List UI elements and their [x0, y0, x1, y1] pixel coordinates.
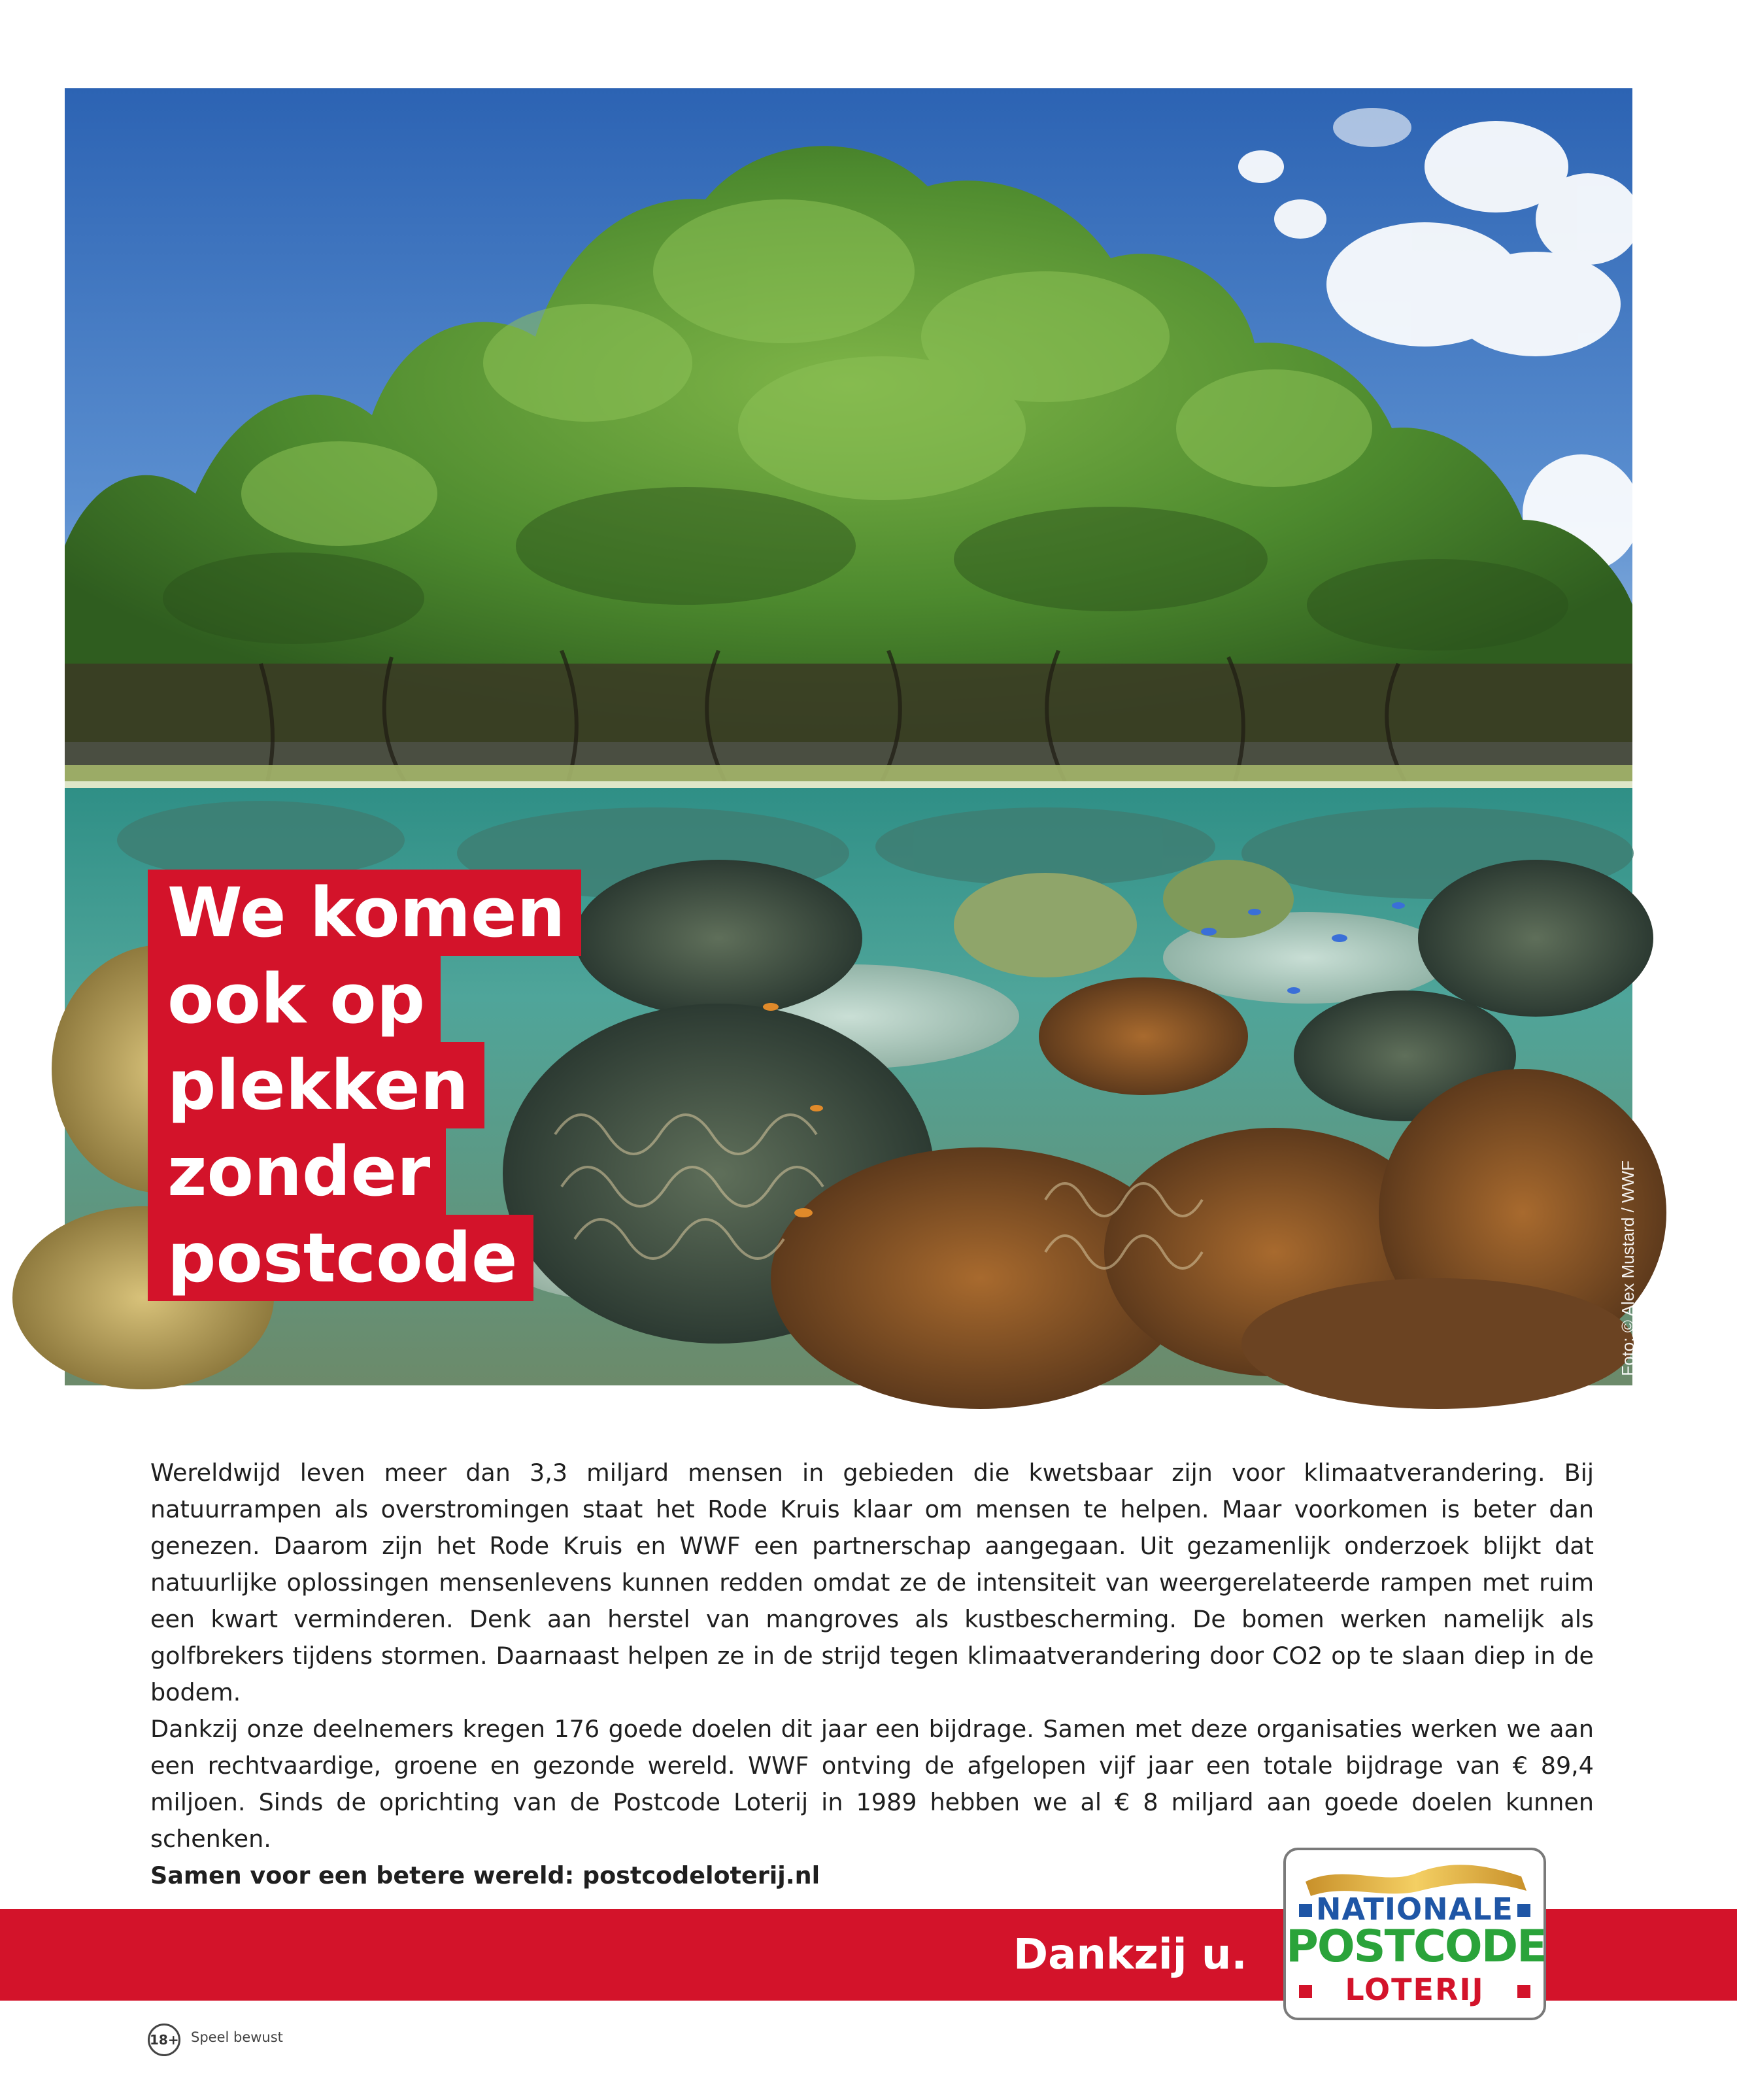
logo-word-postcode: POSTCODE: [1286, 1921, 1546, 1973]
logo-word-nationale: NATIONALE: [1316, 1891, 1513, 1927]
paragraph-2: Dankzij onze deelnemers kregen 176 goede doelen dit jaar een bijdrage. Samen met deze organisaties werken we aan een rechtvaardige, groene en gezonde wereld. WWF ontving de afgelopen vijf jaar een totale bijdrage van € 89,4 miljoen. Sinds de oprichting van de Postcode Loterij in 1989 hebben we al € 8 miljard aan goede doelen kunnen schenken.: [150, 1715, 1594, 1853]
postcode-loterij-logo: [1283, 1848, 1546, 2020]
photo-credit: Foto: © Alex Mustard / WWF: [1618, 1160, 1638, 1376]
headline: [148, 870, 645, 1393]
paragraph-1: Wereldwijd leven meer dan 3,3 miljard mensen in gebieden die kwetsbaar zijn voor klimaatverandering. Bij natuurrampen als overstromingen staat het Rode Kruis klaar om mensen te helpen. Maar voorkomen is beter dan genezen. Daarom zijn het Rode Kruis en WWF een partnerschap aangegaan. Uit gezamenlijk onderzoek blijkt dat natuurlijke oplossingen mensenlevens kunnen redden omdat ze de intensiteit van weergerelateerde rampen met ruim een kwart verminderen. Denk aan herstel van mangroves als kustbescherming. De bomen werken namelijk als golfbrekers tijdens stormen. Daarnaast helpen ze in de strijd tegen klimaatverandering door CO2 op te slaan diep in de bodem.: [150, 1459, 1594, 1706]
headline-line-5: postcode: [148, 1215, 533, 1301]
headline-line-2: ook op: [148, 956, 441, 1042]
speel-bewust-text: Speel bewust: [191, 2029, 283, 2045]
age-18-plus-icon: 18+: [148, 2024, 180, 2056]
headline-line-3: plekken: [148, 1042, 484, 1128]
hero-photo: [65, 88, 1638, 1385]
headline-line-1: We komen: [148, 870, 581, 956]
headline-line-4: zonder: [148, 1128, 446, 1215]
logo-word-loterij: LOTERIJ: [1345, 1972, 1485, 2007]
body-copy: [150, 1455, 1594, 1894]
call-to-action: Samen voor een betere wereld: postcodeloterij.nl: [150, 1861, 820, 1889]
thanks-tagline: Dankzij u.: [1013, 1931, 1247, 1979]
